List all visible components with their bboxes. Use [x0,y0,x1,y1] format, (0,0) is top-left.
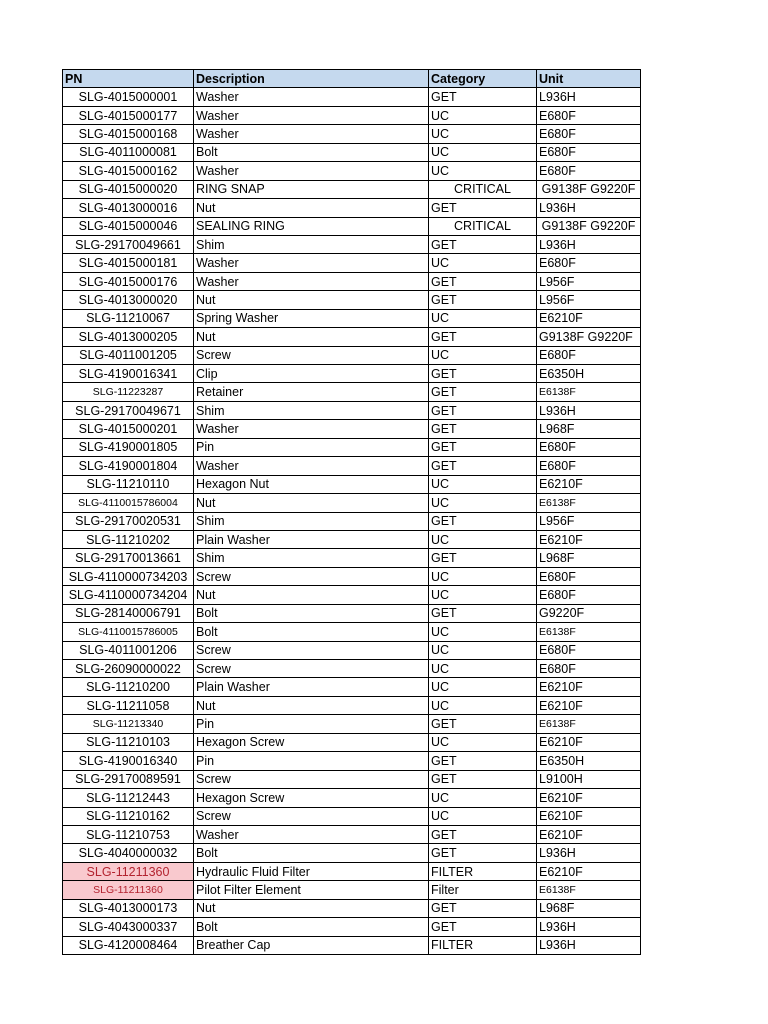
cell-unit[interactable]: E6210F [537,530,641,548]
cell-description[interactable]: Retainer [194,383,429,401]
cell-description[interactable]: Shim [194,235,429,253]
cell-description[interactable]: Nut [194,291,429,309]
cell-description[interactable]: Pin [194,752,429,770]
table-row [63,457,641,475]
cell-category[interactable]: FILTER [429,862,537,880]
cell-category[interactable]: GET [429,235,537,253]
table-row [63,936,641,954]
cell-pn[interactable]: SLG-4013000016 [63,199,194,217]
cell-pn[interactable]: SLG-4013000173 [63,899,194,917]
table-row [63,401,641,419]
cell-unit[interactable]: G9138F G9220F [537,180,641,198]
cell-pn[interactable]: SLG-4013000205 [63,328,194,346]
cell-unit[interactable]: L936H [537,401,641,419]
header-category[interactable]: Category [429,70,537,88]
cell-pn[interactable]: SLG-29170020531 [63,512,194,530]
cell-unit[interactable]: E6210F [537,733,641,751]
cell-unit[interactable]: E6210F [537,825,641,843]
cell-description[interactable]: Nut [194,494,429,512]
cell-pn[interactable]: SLG-11210067 [63,309,194,327]
table-row [63,291,641,309]
table-body [63,88,641,955]
cell-unit[interactable]: E6138F [537,383,641,401]
cell-unit[interactable]: L936H [537,936,641,954]
cell-description[interactable]: Washer [194,254,429,272]
cell-category[interactable]: UC [429,309,537,327]
cell-category[interactable]: UC [429,106,537,124]
cell-category[interactable]: GET [429,604,537,622]
cell-description[interactable]: Screw [194,807,429,825]
cell-pn[interactable]: SLG-29170049671 [63,401,194,419]
cell-pn[interactable]: SLG-11211360 [63,862,194,880]
cell-unit[interactable]: E680F [537,438,641,456]
cell-category[interactable]: GET [429,401,537,419]
cell-unit[interactable]: G9220F [537,604,641,622]
cell-unit[interactable]: E680F [537,125,641,143]
cell-description[interactable]: Bolt [194,604,429,622]
cell-description[interactable]: RING SNAP [194,180,429,198]
table-row [63,678,641,696]
cell-pn[interactable]: SLG-4190016341 [63,365,194,383]
cell-unit[interactable]: L956F [537,512,641,530]
cell-pn[interactable]: SLG-29170049661 [63,235,194,253]
cell-category[interactable]: GET [429,383,537,401]
table-row [63,862,641,880]
cell-pn[interactable]: SLG-4015000168 [63,125,194,143]
cell-description[interactable]: Shim [194,512,429,530]
cell-description[interactable]: Washer [194,88,429,106]
cell-unit[interactable]: E6210F [537,475,641,493]
cell-unit[interactable]: E6138F [537,715,641,733]
table-row [63,604,641,622]
cell-description[interactable]: Washer [194,125,429,143]
cell-unit[interactable]: E6350H [537,365,641,383]
table-row [63,733,641,751]
cell-category[interactable]: UC [429,346,537,364]
cell-pn[interactable]: SLG-11210200 [63,678,194,696]
cell-pn[interactable]: SLG-11210202 [63,530,194,548]
cell-unit[interactable]: L968F [537,899,641,917]
table-row [63,641,641,659]
table-row [63,346,641,364]
table-row [63,660,641,678]
cell-description[interactable]: Hexagon Screw [194,733,429,751]
table-row [63,696,641,714]
cell-unit[interactable]: G9138F G9220F [537,328,641,346]
table-row [63,567,641,585]
table-row [63,420,641,438]
cell-pn[interactable]: SLG-4015000176 [63,272,194,290]
cell-description[interactable]: Bolt [194,143,429,161]
table-row [63,162,641,180]
table-row [63,106,641,124]
table-row [63,328,641,346]
cell-pn[interactable]: SLG-4120008464 [63,936,194,954]
cell-description[interactable]: Washer [194,825,429,843]
cell-unit[interactable]: E6138F [537,494,641,512]
cell-pn[interactable]: SLG-4110000734203 [63,567,194,585]
cell-unit[interactable]: L936H [537,235,641,253]
cell-unit[interactable]: E680F [537,641,641,659]
cell-pn[interactable]: SLG-11210110 [63,475,194,493]
table-row [63,143,641,161]
cell-category[interactable]: UC [429,789,537,807]
cell-category[interactable]: UC [429,530,537,548]
cell-pn[interactable]: SLG-4011000081 [63,143,194,161]
table-row [63,715,641,733]
cell-description[interactable]: Clip [194,365,429,383]
cell-description[interactable]: Screw [194,660,429,678]
cell-description[interactable]: Screw [194,567,429,585]
cell-pn[interactable]: SLG-11210753 [63,825,194,843]
cell-unit[interactable]: E680F [537,567,641,585]
cell-description[interactable]: Nut [194,696,429,714]
table-row [63,438,641,456]
parts-table [62,69,641,955]
cell-category[interactable]: UC [429,678,537,696]
cell-category[interactable]: UC [429,586,537,604]
table-row [63,918,641,936]
cell-description[interactable]: Pilot Filter Element [194,881,429,899]
header-unit[interactable]: Unit [537,70,641,88]
cell-category[interactable]: GET [429,420,537,438]
cell-pn[interactable]: SLG-4110015786005 [63,623,194,641]
cell-category[interactable]: GET [429,291,537,309]
cell-category[interactable]: UC [429,641,537,659]
cell-category[interactable]: GET [429,899,537,917]
table-row [63,512,641,530]
cell-category[interactable]: GET [429,457,537,475]
cell-unit[interactable]: E680F [537,586,641,604]
table-row [63,586,641,604]
cell-description[interactable]: Hydraulic Fluid Filter [194,862,429,880]
cell-pn[interactable]: SLG-4190016340 [63,752,194,770]
cell-description[interactable]: Hexagon Nut [194,475,429,493]
cell-pn[interactable]: SLG-28140006791 [63,604,194,622]
cell-unit[interactable]: L9100H [537,770,641,788]
cell-category[interactable]: UC [429,567,537,585]
cell-unit[interactable]: E6210F [537,789,641,807]
cell-description[interactable]: Shim [194,549,429,567]
cell-category[interactable]: UC [429,696,537,714]
cell-pn[interactable]: SLG-11211360 [63,881,194,899]
cell-unit[interactable]: E680F [537,106,641,124]
cell-description[interactable]: Bolt [194,623,429,641]
cell-unit[interactable]: E6350H [537,752,641,770]
cell-pn[interactable]: SLG-4043000337 [63,918,194,936]
cell-category[interactable]: FILTER [429,936,537,954]
cell-pn[interactable]: SLG-11210103 [63,733,194,751]
cell-pn[interactable]: SLG-11213340 [63,715,194,733]
cell-pn[interactable]: SLG-4013000020 [63,291,194,309]
cell-description[interactable]: Nut [194,199,429,217]
cell-description[interactable]: Washer [194,106,429,124]
cell-category[interactable]: UC [429,494,537,512]
cell-category[interactable]: CRITICAL [429,180,537,198]
cell-unit[interactable]: E680F [537,660,641,678]
cell-description[interactable]: Screw [194,641,429,659]
cell-description[interactable]: Plain Washer [194,678,429,696]
table-row [63,383,641,401]
cell-pn[interactable]: SLG-4110000734204 [63,586,194,604]
cell-pn[interactable]: SLG-4190001805 [63,438,194,456]
cell-pn[interactable]: SLG-4015000181 [63,254,194,272]
cell-category[interactable]: GET [429,825,537,843]
cell-category[interactable]: GET [429,438,537,456]
cell-description[interactable]: Shim [194,401,429,419]
cell-category[interactable]: UC [429,143,537,161]
cell-category[interactable]: GET [429,752,537,770]
table-row [63,752,641,770]
cell-category[interactable]: GET [429,199,537,217]
cell-category[interactable]: UC [429,125,537,143]
cell-description[interactable]: Spring Washer [194,309,429,327]
cell-unit[interactable]: E6210F [537,696,641,714]
header-row [63,70,641,88]
table-row [63,199,641,217]
cell-category[interactable]: UC [429,660,537,678]
cell-unit[interactable]: L936H [537,844,641,862]
cell-category[interactable]: GET [429,715,537,733]
cell-pn[interactable]: SLG-4011001205 [63,346,194,364]
cell-category[interactable]: GET [429,272,537,290]
cell-category[interactable]: GET [429,844,537,862]
cell-category[interactable]: GET [429,549,537,567]
cell-category[interactable]: UC [429,623,537,641]
table-row [63,217,641,235]
table-row [63,789,641,807]
cell-pn[interactable]: SLG-4015000201 [63,420,194,438]
header-pn[interactable]: PN [63,70,194,88]
cell-pn[interactable]: SLG-4190001804 [63,457,194,475]
cell-description[interactable]: Hexagon Screw [194,789,429,807]
table-row [63,770,641,788]
table-row [63,494,641,512]
cell-description[interactable]: Pin [194,438,429,456]
cell-unit[interactable]: E6138F [537,881,641,899]
cell-pn[interactable]: SLG-11211058 [63,696,194,714]
cell-unit[interactable]: E680F [537,162,641,180]
cell-category[interactable]: UC [429,162,537,180]
cell-unit[interactable]: L936H [537,199,641,217]
cell-description[interactable]: Nut [194,899,429,917]
cell-pn[interactable]: SLG-11210162 [63,807,194,825]
cell-unit[interactable]: L956F [537,272,641,290]
table-row [63,125,641,143]
cell-category[interactable]: GET [429,918,537,936]
cell-category[interactable]: UC [429,733,537,751]
table-row [63,825,641,843]
table-row [63,844,641,862]
cell-category[interactable]: UC [429,475,537,493]
cell-unit[interactable]: E6138F [537,623,641,641]
cell-unit[interactable]: E6210F [537,862,641,880]
cell-pn[interactable]: SLG-29170013661 [63,549,194,567]
table-row [63,254,641,272]
cell-pn[interactable]: SLG-4015000020 [63,180,194,198]
cell-category[interactable]: Filter [429,881,537,899]
cell-unit[interactable]: E6210F [537,309,641,327]
cell-unit[interactable]: L968F [537,420,641,438]
cell-description[interactable]: Plain Washer [194,530,429,548]
cell-description[interactable]: Screw [194,770,429,788]
table-row [63,272,641,290]
cell-pn[interactable]: SLG-4110015786004 [63,494,194,512]
cell-unit[interactable]: L936H [537,88,641,106]
cell-pn[interactable]: SLG-4015000001 [63,88,194,106]
cell-unit[interactable]: L936H [537,918,641,936]
cell-category[interactable]: GET [429,770,537,788]
cell-unit[interactable]: E680F [537,143,641,161]
cell-description[interactable]: Pin [194,715,429,733]
cell-pn[interactable]: SLG-29170089591 [63,770,194,788]
cell-description[interactable]: Bolt [194,918,429,936]
table-row [63,309,641,327]
cell-pn[interactable]: SLG-4015000162 [63,162,194,180]
table-row [63,899,641,917]
table-row [63,235,641,253]
cell-unit[interactable]: E680F [537,254,641,272]
cell-unit[interactable]: E680F [537,346,641,364]
cell-unit[interactable]: E680F [537,457,641,475]
cell-description[interactable]: Bolt [194,844,429,862]
table-row [63,475,641,493]
cell-pn[interactable]: SLG-26090000022 [63,660,194,678]
table-row [63,530,641,548]
cell-description[interactable]: Breather Cap [194,936,429,954]
table-row [63,88,641,106]
cell-unit[interactable]: E6210F [537,678,641,696]
cell-category[interactable]: UC [429,254,537,272]
cell-category[interactable]: UC [429,807,537,825]
cell-description[interactable]: Washer [194,272,429,290]
cell-pn[interactable]: SLG-4011001206 [63,641,194,659]
header-description[interactable]: Description [194,70,429,88]
table-row [63,180,641,198]
cell-description[interactable]: Nut [194,328,429,346]
cell-category[interactable]: GET [429,365,537,383]
cell-pn[interactable]: SLG-11212443 [63,789,194,807]
cell-unit[interactable]: G9138F G9220F [537,217,641,235]
cell-description[interactable]: Nut [194,586,429,604]
table-row [63,881,641,899]
cell-pn[interactable]: SLG-4015000046 [63,217,194,235]
cell-category[interactable]: GET [429,88,537,106]
cell-category[interactable]: CRITICAL [429,217,537,235]
cell-description[interactable]: SEALING RING [194,217,429,235]
cell-description[interactable]: Washer [194,420,429,438]
cell-category[interactable]: GET [429,328,537,346]
cell-description[interactable]: Screw [194,346,429,364]
cell-unit[interactable]: E6210F [537,807,641,825]
table-row [63,807,641,825]
table-row [63,623,641,641]
table-row [63,549,641,567]
cell-description[interactable]: Washer [194,162,429,180]
cell-category[interactable]: GET [429,512,537,530]
cell-description[interactable]: Washer [194,457,429,475]
cell-pn[interactable]: SLG-4015000177 [63,106,194,124]
cell-pn[interactable]: SLG-11223287 [63,383,194,401]
cell-unit[interactable]: L968F [537,549,641,567]
cell-unit[interactable]: L956F [537,291,641,309]
cell-pn[interactable]: SLG-4040000032 [63,844,194,862]
table-row [63,365,641,383]
